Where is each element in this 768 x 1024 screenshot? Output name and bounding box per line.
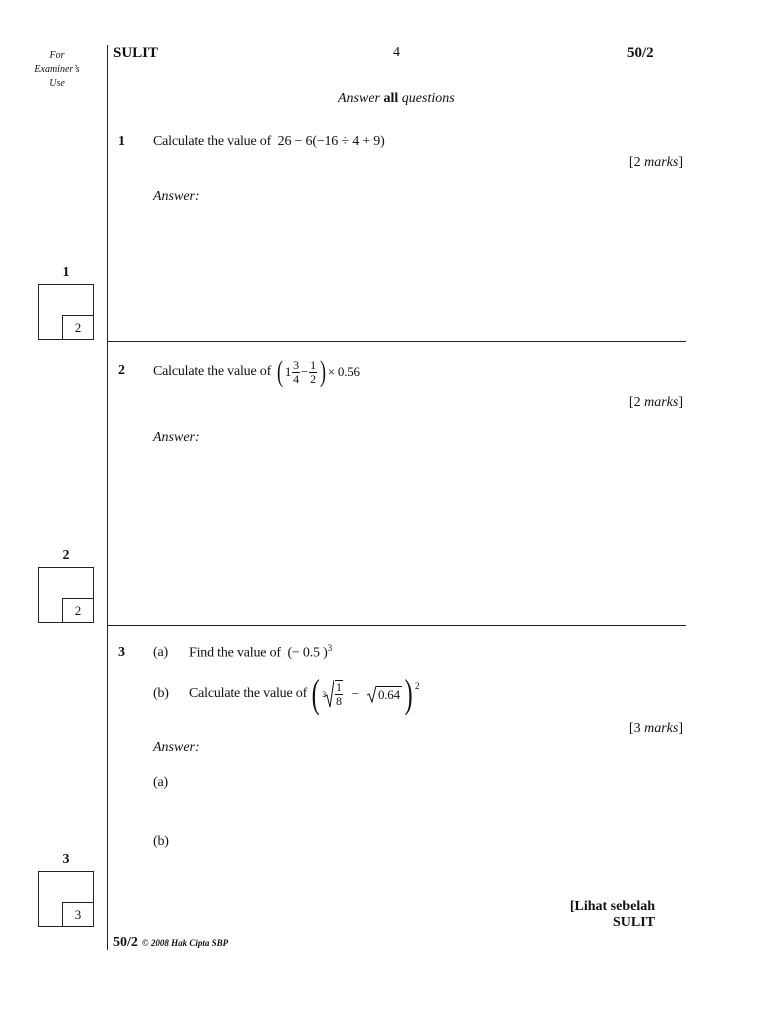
question-1-answer-word: Answer xyxy=(153,189,195,204)
question-3-part-b-exponent: 2 xyxy=(415,681,420,691)
instruction-part2: all xyxy=(383,91,399,106)
right-paren-glyph: ) xyxy=(319,355,326,388)
question-1-text xyxy=(153,134,385,150)
question-2-prompt: Calculate the value of xyxy=(153,364,272,379)
question-2-whole: 1 xyxy=(284,364,292,379)
question-2-max-marks: 2 xyxy=(62,598,94,623)
question-3-part-b-label: (b) xyxy=(153,686,169,701)
examiner-use-note xyxy=(22,49,92,91)
examiner-note-line2: Examiner’s xyxy=(34,64,80,75)
footer-paper-code: 50/2 xyxy=(113,935,138,950)
question-2-expression xyxy=(275,357,360,387)
question-2-times: × 0.56 xyxy=(327,364,360,379)
radical-icon xyxy=(324,679,334,709)
question-2-marks xyxy=(629,395,683,411)
question-1-answer-label xyxy=(153,189,200,205)
question-1-divider xyxy=(107,341,686,342)
part-b-fraction-numerator: 1 xyxy=(335,680,342,694)
question-3-part-b-expression xyxy=(309,671,420,716)
cube-root-index: 3 xyxy=(322,689,326,699)
question-3-part-b-minus: − xyxy=(351,686,359,701)
question-3-max-marks: 3 xyxy=(62,902,94,927)
question-3-part-a-prompt: Find the value of xyxy=(189,645,281,661)
page-number: 4 xyxy=(393,45,400,60)
part-b-fraction-denominator: 8 xyxy=(335,694,342,708)
question-2-text xyxy=(153,350,360,394)
footer-copyright: © 2008 Hak Cipta SBP xyxy=(141,938,229,948)
question-1-max-marks: 2 xyxy=(62,315,94,340)
question-3-answer-colon: : xyxy=(195,740,200,755)
question-3-part-a-exponent: 3 xyxy=(327,643,332,653)
question-2-marks-open: [2 xyxy=(628,395,641,410)
left-paren-glyph: ( xyxy=(277,355,283,388)
question-1-box-number: 1 xyxy=(62,265,70,280)
question-1-number: 1 xyxy=(118,134,125,149)
question-3-marks-word: marks xyxy=(644,721,679,736)
paper-code: 50/2 xyxy=(627,45,654,61)
question-2-score-box xyxy=(38,567,94,623)
fraction-2-numerator: 1 xyxy=(310,357,316,372)
instruction-part1: Answer xyxy=(338,91,380,106)
header-sulit: SULIT xyxy=(113,45,159,61)
question-1-marks xyxy=(629,155,683,171)
footer-sulit: SULIT xyxy=(612,915,655,930)
question-3-answer-b: (b) xyxy=(153,834,169,849)
question-2-number: 2 xyxy=(118,363,125,378)
margin-divider xyxy=(107,45,108,950)
question-3-part-b-fraction xyxy=(335,680,343,708)
question-2-minus: − xyxy=(300,364,309,379)
left-paren-glyph: ( xyxy=(311,671,320,716)
question-2-marks-word: marks xyxy=(644,395,679,410)
question-1-marks-open: [2 xyxy=(628,155,641,170)
question-3-part-b-sqrt-arg: 0.64 xyxy=(377,686,400,702)
question-2-box-number: 2 xyxy=(62,548,70,563)
question-3-answer-word: Answer xyxy=(153,740,195,755)
question-1-expression: 26 − 6(−16 ÷ 4 + 9) xyxy=(277,134,385,149)
question-3-answer-a: (a) xyxy=(153,775,168,790)
question-3-part-a xyxy=(189,643,332,662)
examiner-note-line1: For xyxy=(49,50,65,61)
instruction xyxy=(338,91,455,107)
question-2-divider xyxy=(107,625,686,626)
footer-code-line xyxy=(113,933,228,951)
question-2-answer-word: Answer xyxy=(153,430,195,445)
examiner-note-line3: Use xyxy=(49,78,65,89)
question-3-part-b-prompt: Calculate the value of xyxy=(189,686,308,701)
question-1-marks-word: marks xyxy=(644,155,679,170)
question-1-marks-close: ] xyxy=(678,155,683,170)
fraction-1-numerator: 3 xyxy=(293,357,299,372)
footer-lihat-sebelah: [Lihat sebelah xyxy=(569,899,655,914)
question-3-part-a-expression: (− 0.5 ) xyxy=(287,645,328,661)
question-3-number: 3 xyxy=(118,645,125,660)
question-3-part-b xyxy=(189,668,419,720)
question-2-answer-label xyxy=(153,430,200,446)
question-3-marks-close: ] xyxy=(678,721,683,736)
instruction-part3: questions xyxy=(401,91,455,106)
question-2-answer-colon: : xyxy=(195,430,200,445)
question-1-score-box xyxy=(38,284,94,340)
question-2-marks-close: ] xyxy=(678,395,683,410)
fraction-2-denominator: 2 xyxy=(310,371,316,386)
square-root-icon xyxy=(367,685,376,703)
fraction-1-denominator: 4 xyxy=(293,371,299,386)
question-1-answer-colon: : xyxy=(195,189,200,204)
question-2-fraction-1 xyxy=(292,359,300,386)
question-1-prompt: Calculate the value of xyxy=(153,134,272,149)
question-3-box-number: 3 xyxy=(62,852,70,867)
question-3-marks-open: [3 xyxy=(628,721,641,736)
question-3-marks xyxy=(629,721,683,737)
question-3-part-a-label: (a) xyxy=(153,645,168,660)
question-3-answer-label xyxy=(153,740,200,756)
right-paren-glyph: ) xyxy=(404,671,413,716)
question-2-fraction-2 xyxy=(309,359,317,386)
question-3-score-box xyxy=(38,871,94,927)
